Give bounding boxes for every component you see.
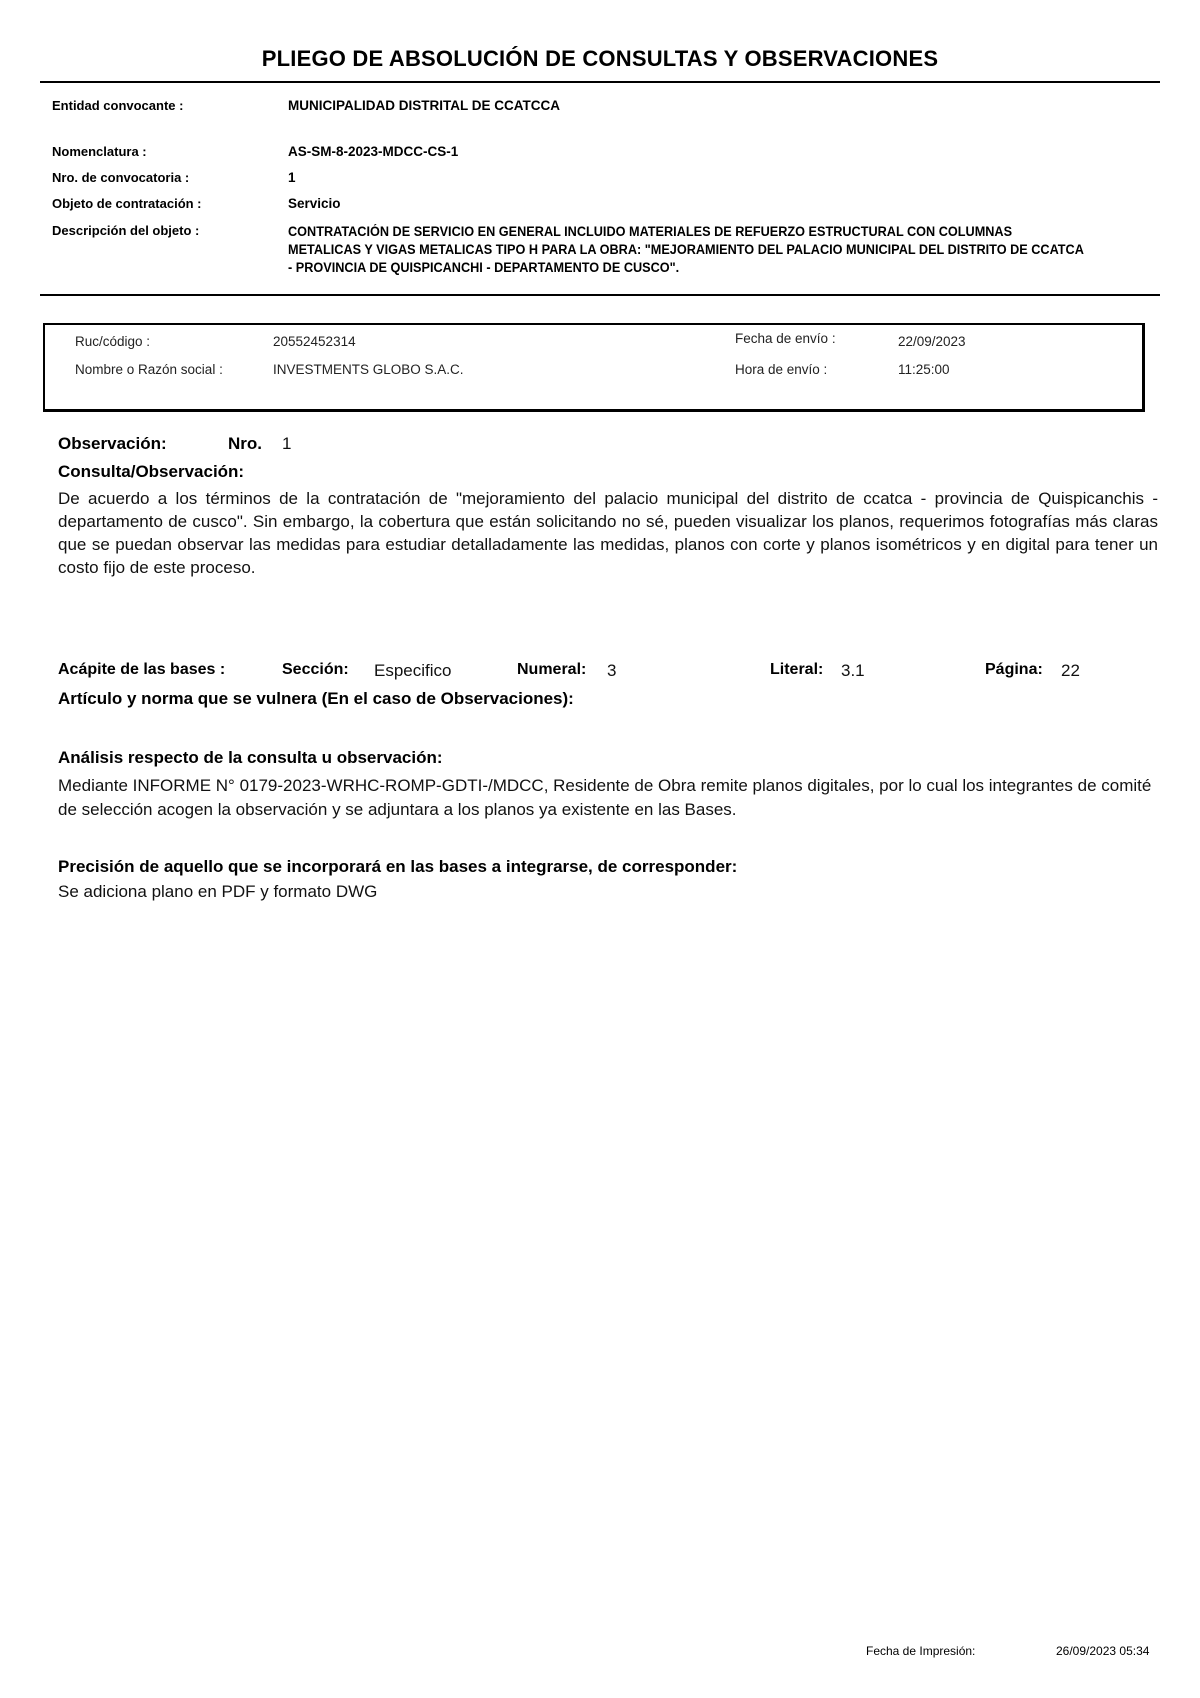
entidad-value: MUNICIPALIDAD DISTRITAL DE CCATCCA	[288, 98, 560, 113]
consulta-text: De acuerdo a los términos de la contratación de "mejoramiento del palacio municipal del distrito de ccatca - provincia de Quispicanchis - departamento de cusco". Sin embargo, la cobertura que están solicitando no sé, pueden visualizar los planos, requerimos fotografías más claras que se puedan observar las medidas para estudiar detalladamente las medidas, planos con corte y planos isométricos y en digital para tener un costo fijo de este proceso.	[58, 489, 1158, 577]
seccion-value: Especifico	[374, 661, 452, 680]
nombre-label: Nombre o Razón social :	[75, 362, 223, 377]
descripcion-value: CONTRATACIÓN DE SERVICIO EN GENERAL INCLUIDO MATERIALES DE REFUERZO ESTRUCTURAL CON COLUMNAS METALICAS Y VIGAS METALICAS TIPO H PARA LA OBRA: "MEJORAMIENTO DEL PALACIO MUNICIPAL DEL DISTRITO DE CCATCA - PROVINCIA DE QUISPICANCHI - DEPARTAMENTO DE CUSCO".	[288, 224, 1084, 275]
nomenclatura-label: Nomenclatura :	[52, 144, 147, 159]
precision-text: Se adiciona plano en PDF y formato DWG	[58, 882, 378, 901]
descripcion-label: Descripción del objeto :	[52, 223, 200, 238]
top-divider	[40, 81, 1160, 83]
seccion-label: Sección:	[282, 661, 349, 678]
fecha-impresion-value: 26/09/2023 05:34	[1056, 1644, 1150, 1658]
fecha-envio-label: Fecha de envío :	[735, 331, 836, 346]
literal-value: 3.1	[841, 661, 865, 680]
nro-value: 1	[282, 434, 292, 453]
hora-envio-value: 11:25:00	[898, 362, 950, 377]
objeto-value: Servicio	[288, 196, 341, 211]
objeto-label: Objeto de contratación :	[52, 196, 202, 211]
fecha-envio-value: 22/09/2023	[898, 334, 966, 349]
literal-label: Literal:	[770, 661, 824, 678]
convocatoria-value: 1	[288, 170, 296, 185]
nro-label: Nro.	[228, 434, 262, 453]
nombre-value: INVESTMENTS GLOBO S.A.C.	[273, 362, 464, 377]
analisis-label: Análisis respecto de la consulta u observación:	[58, 748, 443, 767]
observacion-label: Observación:	[58, 434, 167, 453]
numeral-label: Numeral:	[517, 661, 587, 678]
pagina-label: Página:	[985, 661, 1043, 678]
header-bottom-divider	[40, 294, 1160, 296]
pagina-value: 22	[1061, 661, 1080, 680]
consulta-label: Consulta/Observación:	[58, 462, 245, 481]
participant-box	[43, 323, 1145, 412]
nomenclatura-value: AS-SM-8-2023-MDCC-CS-1	[288, 144, 459, 159]
numeral-value: 3	[607, 661, 617, 680]
hora-envio-label: Hora de envío :	[735, 362, 828, 377]
analisis-text: Mediante INFORME N° 0179-2023-WRHC-ROMP-GDTI-/MDCC, Residente de Obra remite planos digitales, por lo cual los integrantes de comité de selección acogen la observación y se adjuntara a los planos ya existente en las Bases.	[58, 776, 1152, 819]
convocatoria-label: Nro. de convocatoria :	[52, 170, 190, 185]
ruc-label: Ruc/código :	[75, 334, 151, 349]
document-title: PLIEGO DE ABSOLUCIÓN DE CONSULTAS Y OBSERVACIONES	[261, 46, 939, 71]
fecha-impresion-label: Fecha de Impresión:	[866, 1644, 976, 1658]
entidad-label: Entidad convocante :	[52, 98, 184, 113]
precision-label: Precisión de aquello que se incorporará en las bases a integrarse, de corresponder:	[58, 857, 738, 876]
articulo-label: Artículo y norma que se vulnera (En el caso de Observaciones):	[58, 689, 574, 708]
ruc-value: 20552452314	[273, 334, 356, 349]
acapite-label: Acápite de las bases :	[58, 661, 226, 678]
